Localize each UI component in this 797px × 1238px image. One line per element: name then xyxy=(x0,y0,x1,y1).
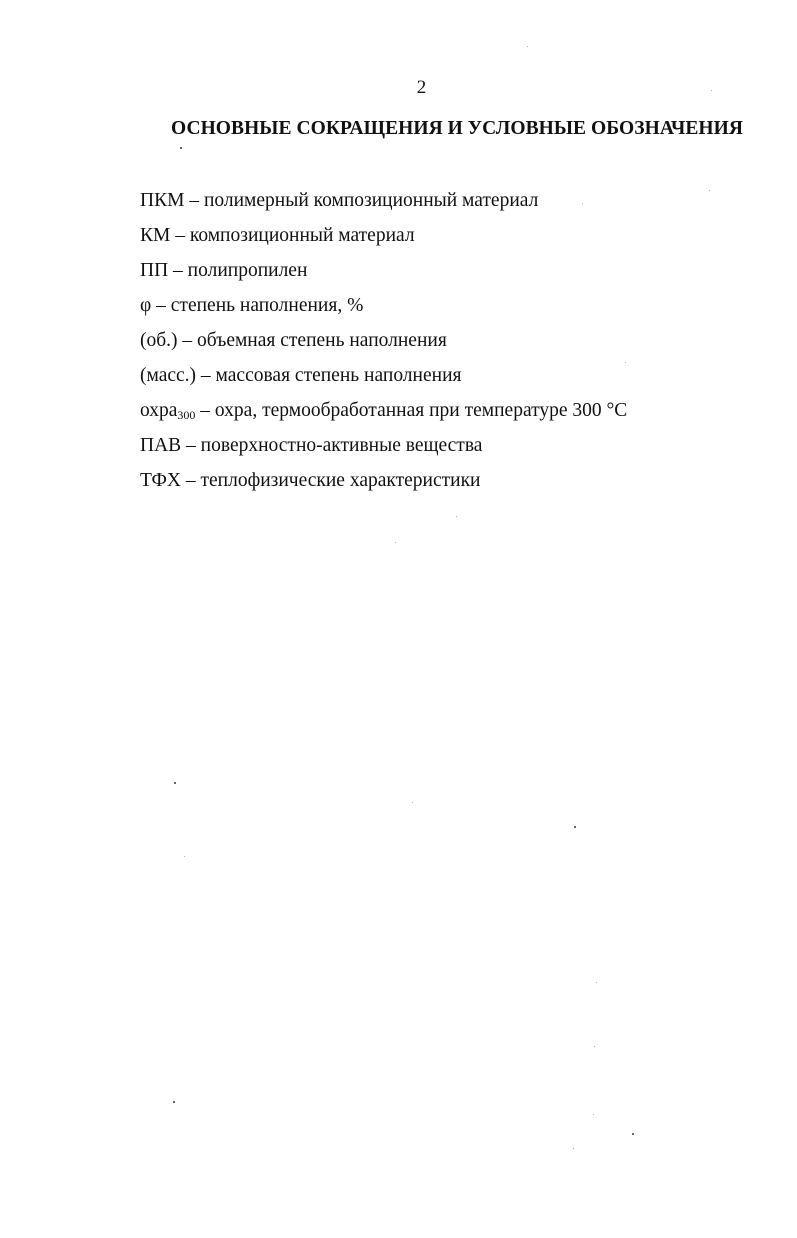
abbreviation-definition: композиционный материал xyxy=(189,225,415,246)
abbreviation-item xyxy=(140,398,627,433)
abbreviation-definition: объемная степень наполнения xyxy=(197,330,447,351)
scan-speck xyxy=(573,1148,574,1149)
abbreviation-term: охра xyxy=(140,400,178,421)
abbreviation-term: φ xyxy=(140,295,152,316)
abbreviation-definition: поверхностно-активные вещества xyxy=(200,435,483,456)
abbreviation-definition: степень наполнения, % xyxy=(170,295,364,316)
abbreviation-item xyxy=(140,468,627,503)
scan-speck xyxy=(625,362,626,363)
scan-speck xyxy=(180,147,182,149)
abbreviation-subscript: 300 xyxy=(177,408,196,422)
scan-speck xyxy=(527,46,528,47)
abbreviation-definition: теплофизические характеристики xyxy=(200,470,481,491)
scan-speck xyxy=(574,826,576,828)
scan-speck xyxy=(593,1114,594,1115)
section-title: ОСНОВНЫЕ СОКРАЩЕНИЯ И УСЛОВНЫЕ ОБОЗНАЧЕНИЯ xyxy=(171,118,743,139)
abbreviation-item xyxy=(140,363,627,398)
term-separator: – xyxy=(181,435,201,456)
abbreviation-item xyxy=(140,223,627,258)
scan-speck xyxy=(173,1101,175,1103)
abbreviation-item xyxy=(140,188,627,223)
abbreviation-item xyxy=(140,328,627,363)
term-separator: – xyxy=(195,400,215,421)
abbreviation-item xyxy=(140,433,627,468)
abbreviation-term: ПКМ xyxy=(140,190,185,211)
abbreviation-list xyxy=(140,188,627,503)
abbreviation-definition: полимерный композиционный материал xyxy=(203,190,539,211)
scan-speck xyxy=(596,982,597,983)
scan-speck xyxy=(632,1133,634,1135)
scan-speck xyxy=(412,802,413,803)
abbreviation-item xyxy=(140,258,627,293)
abbreviation-term: (об.) xyxy=(140,330,178,351)
abbreviation-term: ТФХ xyxy=(140,470,181,491)
term-separator: – xyxy=(184,190,204,211)
abbreviation-term: (масс.) xyxy=(140,365,197,386)
term-separator: – xyxy=(151,295,171,316)
scan-speck xyxy=(174,782,176,784)
term-separator: – xyxy=(170,225,190,246)
term-separator: – xyxy=(177,330,198,351)
abbreviation-definition: охра, термообработанная при температуре 300 °С xyxy=(214,400,628,421)
scan-speck xyxy=(594,1046,595,1047)
abbreviation-definition: массовая степень наполнения xyxy=(215,365,462,386)
scan-speck xyxy=(456,516,457,517)
scan-speck xyxy=(709,190,710,191)
term-separator: – xyxy=(180,470,201,491)
scan-speck xyxy=(184,856,185,857)
abbreviation-term: КМ xyxy=(140,225,171,246)
abbreviation-term: ПП xyxy=(140,260,169,281)
abbreviation-definition: полипропилен xyxy=(187,260,308,281)
page-number: 2 xyxy=(416,77,427,98)
term-separator: – xyxy=(168,260,188,281)
abbreviation-item xyxy=(140,293,627,328)
scan-speck xyxy=(582,203,583,204)
abbreviation-term: ПАВ xyxy=(140,435,182,456)
term-separator: – xyxy=(196,365,216,386)
scan-speck xyxy=(711,90,712,91)
scan-speck xyxy=(395,542,396,543)
